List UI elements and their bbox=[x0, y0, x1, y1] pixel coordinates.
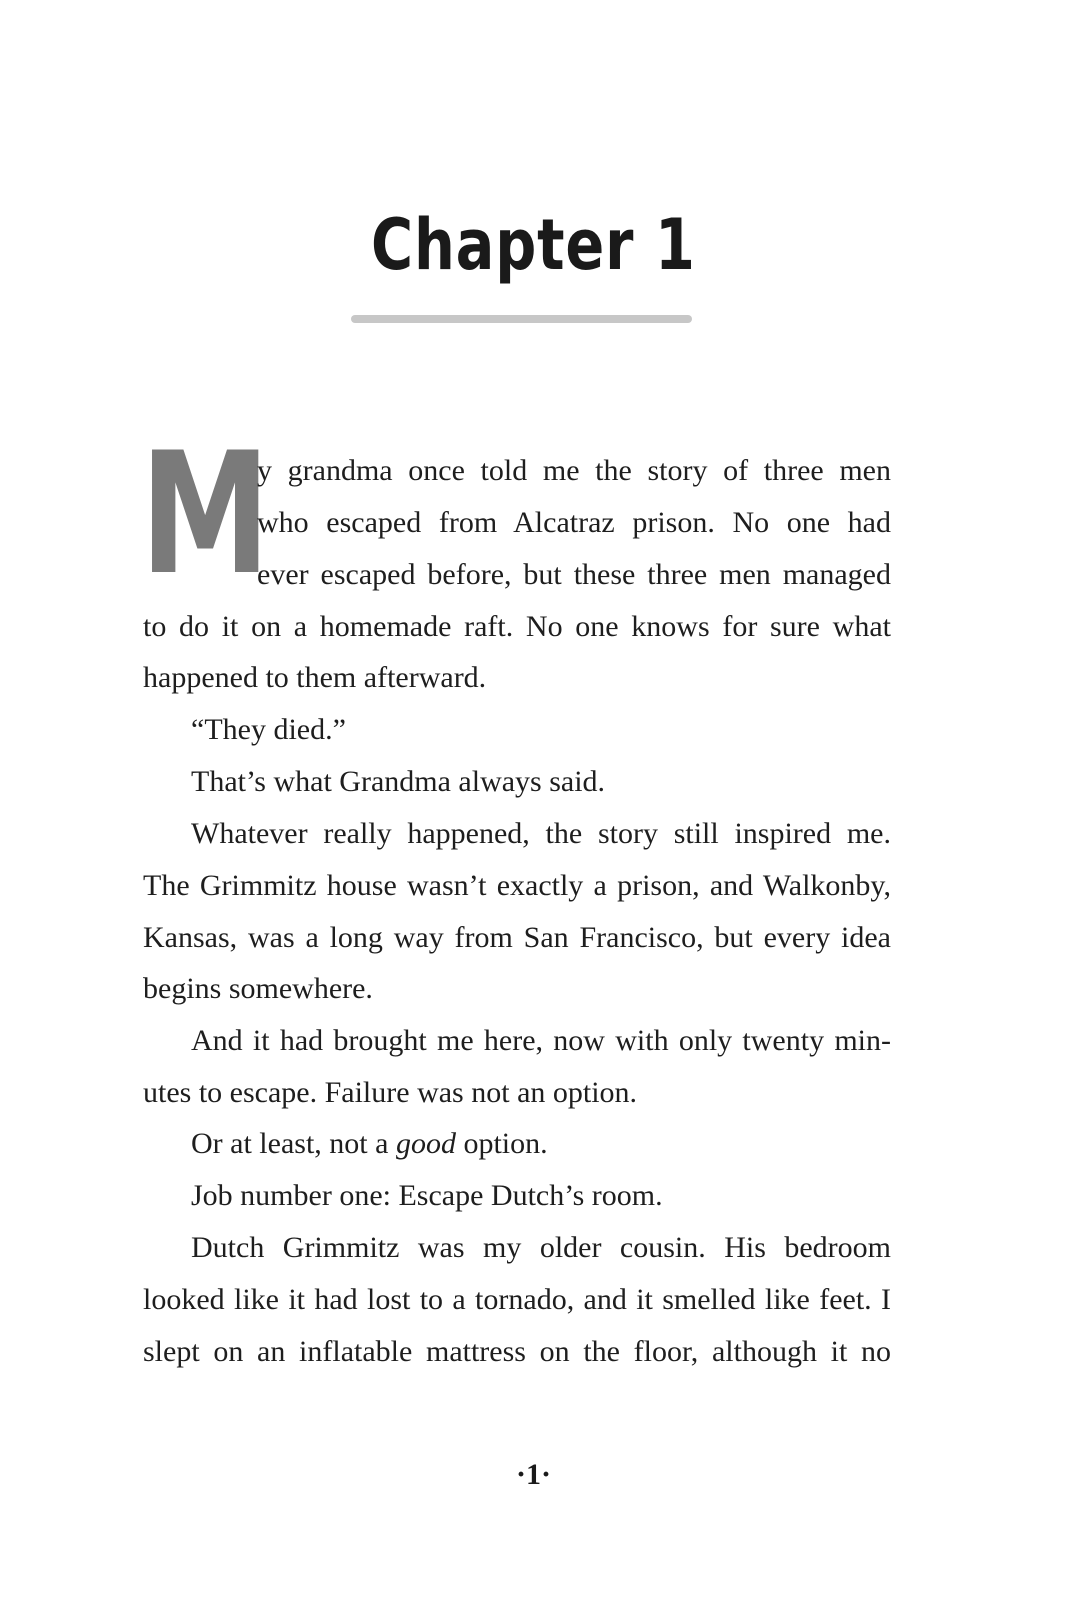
body-line-with-emphasis bbox=[191, 1124, 548, 1164]
body-line: Dutch Grimmitz was my older cousin. His bedroom bbox=[191, 1231, 891, 1264]
body-line: utes to escape. Failure was not an option. bbox=[143, 1076, 638, 1109]
body-line: “They died.” bbox=[191, 713, 346, 746]
body-line: Kansas, was a long way from San Francisco, but every idea bbox=[143, 921, 891, 954]
body-line: to do it on a homemade raft. No one knows for sure what bbox=[143, 610, 891, 643]
body-line: The Grimmitz house wasn’t exactly a prison, and Walkonby, bbox=[143, 869, 891, 902]
body-line: And it had brought me here, now with only twenty min- bbox=[191, 1024, 891, 1057]
body-line: Job number one: Escape Dutch’s room. bbox=[191, 1179, 663, 1212]
body-line: y grandma once told me the story of three men bbox=[257, 454, 891, 487]
body-line: ever escaped before, but these three men managed bbox=[257, 558, 891, 591]
chapter-title: Chapter 1 bbox=[371, 204, 696, 286]
body-line: looked like it had lost to a tornado, and it smelled like feet. I bbox=[143, 1283, 891, 1316]
body-text: option. bbox=[455, 1127, 548, 1160]
page-number: ·1· bbox=[515, 1458, 551, 1491]
title-underline bbox=[351, 315, 692, 323]
emphasis-text: good bbox=[395, 1127, 456, 1160]
body-line: That’s what Grandma always said. bbox=[191, 765, 606, 798]
body-line: happened to them afterward. bbox=[143, 661, 487, 694]
body-line: slept on an inflatable mattress on the floor, although it no bbox=[143, 1335, 891, 1368]
body-line: begins somewhere. bbox=[143, 972, 373, 1005]
body-text: Or at least, not a bbox=[191, 1127, 396, 1160]
body-line: who escaped from Alcatraz prison. No one had bbox=[257, 506, 891, 539]
body-line: Whatever really happened, the story still inspired me. bbox=[191, 817, 891, 850]
drop-cap: M bbox=[140, 416, 268, 612]
